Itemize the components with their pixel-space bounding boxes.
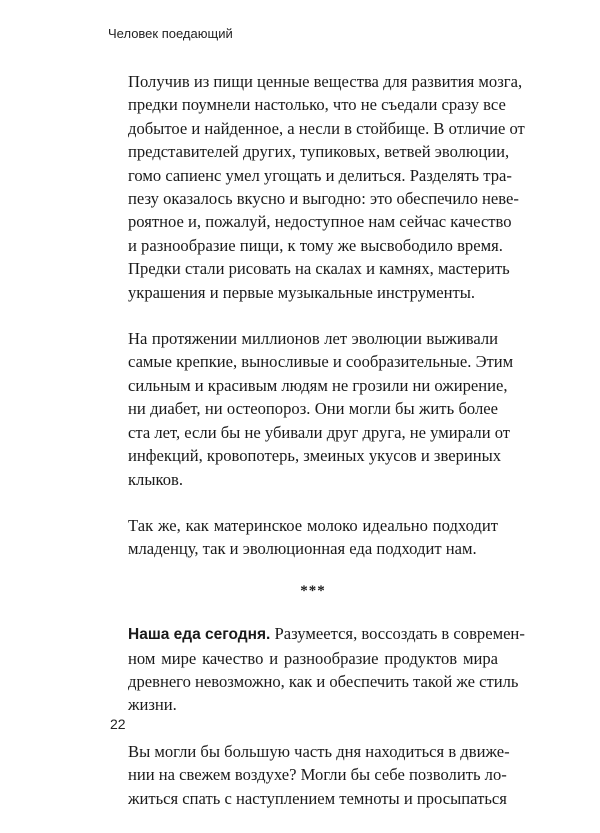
text-line: Так же, как материнское молоко идеально подходит xyxy=(128,515,498,535)
text-line: Вы могли бы большую часть дня находиться в движе- xyxy=(128,741,510,761)
text-line: сильным и красивым людям не грозили ни ожирение, xyxy=(128,375,508,395)
text-line xyxy=(128,622,525,646)
text-line: представителей других, тупиковых, ветвей эволюции, xyxy=(128,142,510,162)
text-line: ном мире качество и разнообразие продуктов мира xyxy=(128,648,498,668)
text-line: роятное и, пожалуй, недоступное нам сейчас качество xyxy=(128,212,512,232)
text-line: инфекций, кровопотерь, змеиных укусов и звериных xyxy=(128,446,502,466)
page-number: 22 xyxy=(110,716,126,732)
paragraph xyxy=(128,70,525,304)
text-line: нии на свежем воздухе? Могли бы себе позволить ло- xyxy=(128,765,507,785)
text-line: украшения и первые музыкальные инструменты. xyxy=(128,282,476,302)
paragraph xyxy=(128,327,514,491)
paragraph xyxy=(128,514,498,561)
text-line: и разнообразие пищи, к тому же высвободило время. xyxy=(128,235,503,255)
paragraph xyxy=(128,740,510,810)
text-line: предки поумнели настолько, что не съедали сразу все xyxy=(128,95,506,115)
text-line: гомо сапиенс умел угощать и делиться. Разделять тра- xyxy=(128,165,512,185)
text-line: древнего невозможно, как и обеспечить такой же стиль xyxy=(128,671,519,691)
text-line: самые крепкие, выносливые и сообразительные. Этим xyxy=(128,352,514,372)
section-paragraph xyxy=(128,622,525,717)
running-head: Человек поедающий xyxy=(108,26,233,41)
text-line: клыков. xyxy=(128,469,183,489)
text-line: житься спать с наступлением темноты и просыпаться xyxy=(128,788,507,808)
text-line: добытое и найденное, а несли в стойбище. В отличие от xyxy=(128,118,525,138)
text-line: На протяжении миллионов лет эволюции выживали xyxy=(128,329,498,349)
text-line: Предки стали рисовать на скалах и камнях, мастерить xyxy=(128,259,510,279)
text-line: ста лет, если бы не убивали друг друга, не умирали от xyxy=(128,422,511,442)
body-text xyxy=(128,70,525,833)
section-separator: *** xyxy=(300,582,326,599)
section-lead: Наша еда сегодня. xyxy=(128,626,271,644)
text-line: жизни. xyxy=(128,695,177,715)
text-line: младенцу, так и эволюционная еда подходит нам. xyxy=(128,539,477,559)
section-first-line: Разумеется, воссоздать в современ- xyxy=(270,624,525,644)
text-line: пезу оказалось вкусно и выгодно: это обеспечило неве- xyxy=(128,189,519,209)
text-line: ни диабет, ни остеопороз. Они могли бы жить более xyxy=(128,399,498,419)
text-line: Получив из пищи ценные вещества для развития мозга, xyxy=(128,72,523,91)
